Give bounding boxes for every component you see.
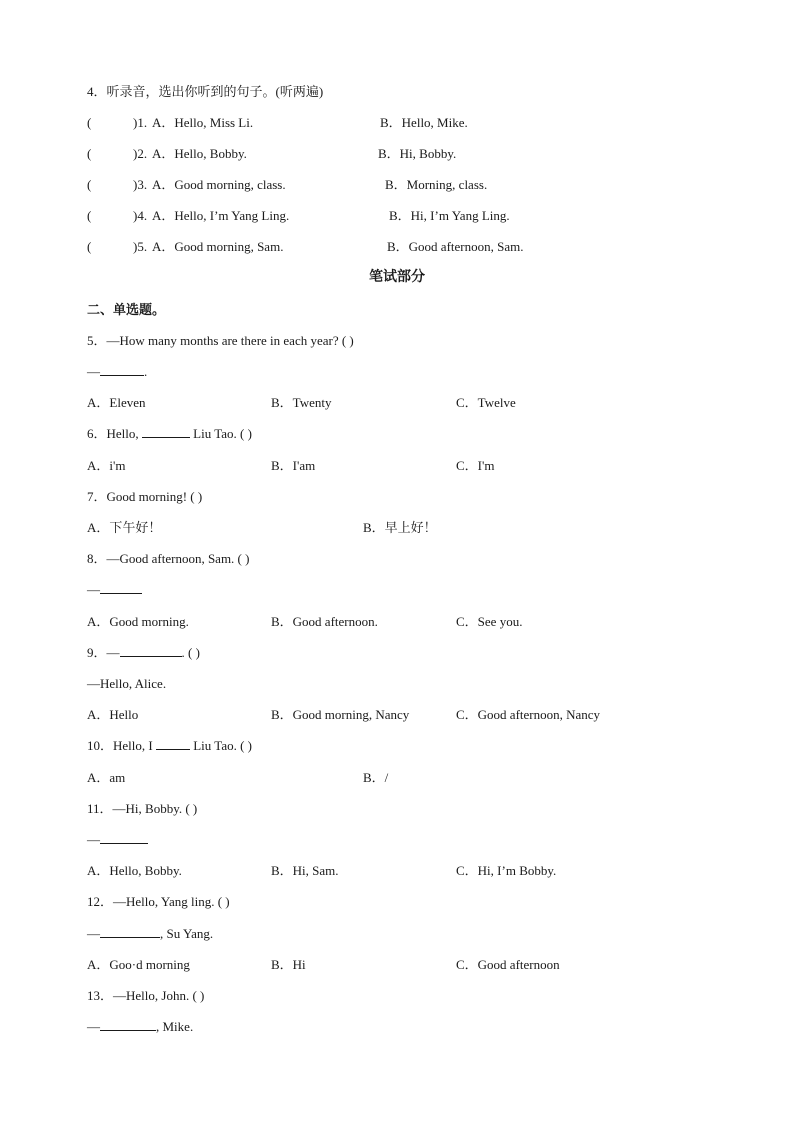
question-8-reply <box>87 582 142 598</box>
section-title: 二、单选题。 <box>87 302 166 317</box>
option-a: A．am <box>87 770 126 785</box>
item-number: )2. <box>133 146 148 161</box>
answer-paren-open: ( <box>87 208 92 223</box>
stem-text: 9．— <box>87 645 120 660</box>
dash: — <box>87 832 100 847</box>
dash: — <box>87 582 100 597</box>
stem-text: Liu Tao. ( ) <box>189 738 252 753</box>
dash: — <box>87 926 100 941</box>
question-12-reply <box>87 926 213 942</box>
option-a: A．Hello, Bobby. <box>152 146 247 161</box>
stem-text: Liu Tao. ( ) <box>189 426 252 441</box>
option-a: A．i'm <box>87 458 126 473</box>
option-b: B．Twenty <box>271 395 332 410</box>
question-5-reply <box>87 364 147 380</box>
answer-blank[interactable] <box>120 645 182 657</box>
option-a: A．下午好！ <box>87 520 162 535</box>
question-5-stem: 5．—How many months are there in each year? ( ) <box>87 333 354 348</box>
option-a: A．Good morning. <box>87 614 189 629</box>
answer-paren-open: ( <box>87 115 92 130</box>
option-c: C．Good afternoon, Nancy <box>456 707 601 722</box>
answer-paren-open: ( <box>87 177 92 192</box>
question-10-stem <box>87 738 252 754</box>
answer-blank[interactable] <box>100 582 142 594</box>
question-13-stem: 13．—Hello, John. ( ) <box>87 988 205 1003</box>
option-b: B．/ <box>363 770 389 785</box>
option-a: A．Good morning, class. <box>152 177 286 192</box>
question-8-stem: 8．—Good afternoon, Sam. ( ) <box>87 551 250 566</box>
option-b: B．Hello, Mike. <box>380 115 468 130</box>
option-c: C．I'm <box>456 458 495 473</box>
option-b: B．Good morning, Nancy <box>271 707 410 722</box>
question-11-stem: 11．—Hi, Bobby. ( ) <box>87 801 198 816</box>
question-7-stem: 7．Good morning! ( ) <box>87 489 203 504</box>
stem-text: . ( ) <box>181 645 200 660</box>
answer-blank[interactable] <box>100 364 144 376</box>
answer-blank[interactable] <box>142 426 190 438</box>
answer-blank[interactable] <box>100 832 148 844</box>
option-a: A．Hello <box>87 707 139 722</box>
option-b: B．Hi, I’m Yang Ling. <box>389 208 510 223</box>
option-a: A．Hello, Miss Li. <box>152 115 254 130</box>
option-c: C．Twelve <box>456 395 516 410</box>
question-6-stem <box>87 426 252 442</box>
option-a: A．Good morning, Sam. <box>152 239 284 254</box>
question-11-reply <box>87 832 148 848</box>
option-a: A．Goo·d morning <box>87 957 190 972</box>
item-number: )5. <box>133 239 148 254</box>
option-b: B．Hi, Sam. <box>271 863 339 878</box>
option-a: A．Eleven <box>87 395 146 410</box>
option-b: B．I'am <box>271 458 316 473</box>
question-9-stem <box>87 645 200 661</box>
item-number: )1. <box>133 115 148 130</box>
option-a: A．Hello, Bobby. <box>87 863 182 878</box>
answer-paren-open: ( <box>87 239 92 254</box>
answer-paren-open: ( <box>87 146 92 161</box>
option-b: B．Morning, class. <box>385 177 488 192</box>
option-b: B．早上好！ <box>363 520 437 535</box>
question-12-stem: 12．—Hello, Yang ling. ( ) <box>87 894 230 909</box>
reply-text: , Su Yang. <box>160 926 214 941</box>
option-a: A．Hello, I’m Yang Ling. <box>152 208 290 223</box>
question-13-reply <box>87 1019 193 1035</box>
question-9-reply: —Hello, Alice. <box>87 676 167 691</box>
answer-blank[interactable] <box>100 926 160 938</box>
option-c: C．Hi, I’m Bobby. <box>456 863 557 878</box>
option-b: B．Good afternoon. <box>271 614 378 629</box>
option-b: B．Hi <box>271 957 306 972</box>
answer-blank[interactable] <box>156 738 190 750</box>
option-b: B．Hi, Bobby. <box>378 146 457 161</box>
written-part-title: 笔试部分 <box>369 270 425 285</box>
period: . <box>144 364 148 379</box>
item-number: )4. <box>133 208 148 223</box>
reply-text: , Mike. <box>156 1019 194 1034</box>
option-c: C．See you. <box>456 614 523 629</box>
stem-text: 6．Hello, <box>87 426 142 441</box>
option-b: B．Good afternoon, Sam. <box>387 239 524 254</box>
stem-text: 10．Hello, I <box>87 738 156 753</box>
item-number: )3. <box>133 177 148 192</box>
answer-blank[interactable] <box>100 1019 156 1031</box>
option-c: C．Good afternoon <box>456 957 560 972</box>
dash: — <box>87 1019 100 1034</box>
dash: — <box>87 364 100 379</box>
listening-instruction: 4．听录音，选出你听到的句子。(听两遍) <box>87 84 324 99</box>
